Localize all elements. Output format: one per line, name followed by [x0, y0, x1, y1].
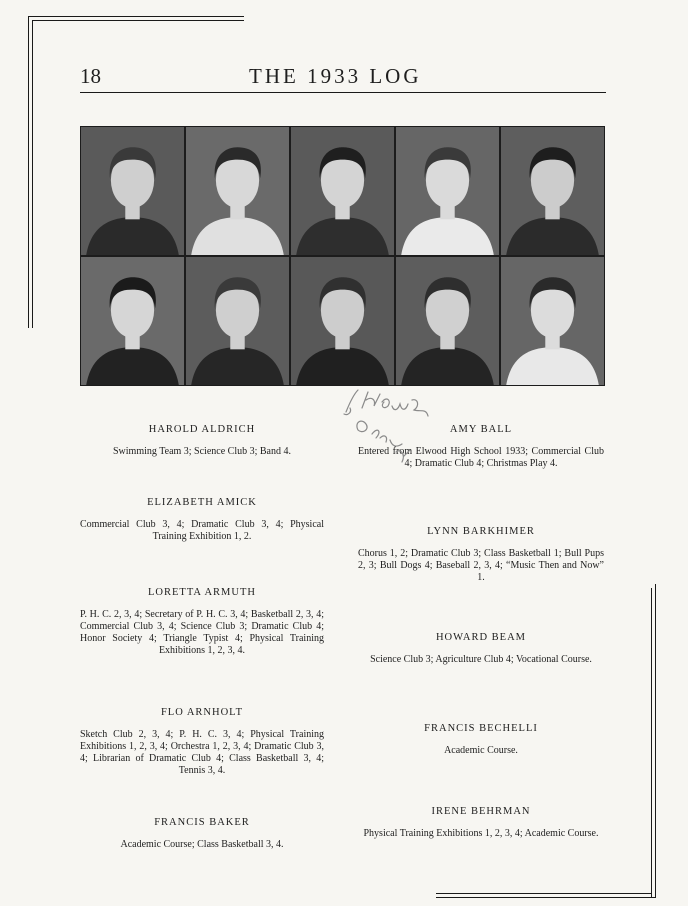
frame-left-rule: [28, 16, 29, 328]
senior-name: ELIZABETH AMICK: [147, 497, 257, 508]
portrait-photo: [186, 257, 289, 385]
senior-activities: Academic Course.: [444, 745, 518, 756]
portrait-figure: [396, 127, 499, 255]
senior-activities: Academic Course; Class Basketball 3, 4.: [120, 839, 284, 850]
senior-activities: Commercial Club 3, 4; Dramatic Club 3, 4; Physical Training Exhibition 1, 2.: [80, 519, 324, 542]
portrait-photo: [186, 127, 289, 255]
portrait-shoulders: [506, 347, 599, 385]
senior-name: LYNN BARKHIMER: [427, 526, 535, 537]
portrait-figure: [81, 127, 184, 255]
portrait-figure: [501, 257, 604, 385]
portrait-figure: [291, 127, 394, 255]
portrait-shoulders: [296, 217, 389, 255]
senior-name: AMY BALL: [449, 424, 513, 435]
senior-name: HOWARD BEAM: [435, 632, 527, 643]
senior-name: HAROLD ALDRICH: [148, 424, 256, 435]
frame-right-rule-inner: [655, 584, 656, 898]
senior-name: LORETTA ARMUTH: [148, 587, 256, 598]
portrait-shoulders: [296, 347, 389, 385]
senior-activities: Science Club 3; Agriculture Club 4; Vocational Course.: [370, 654, 592, 665]
portrait-photo: [501, 257, 604, 385]
portrait-grid: [80, 126, 605, 386]
frame-bottom-rule: [436, 893, 652, 894]
frame-top-rule-inner: [32, 20, 244, 21]
senior-activities: Chorus 1, 2; Dramatic Club 3; Class Basketball 1; Bull Pups 2, 3; Bull Dogs 4; Baseball 2, 3, 4; “Music Then and Now” 1.: [358, 548, 604, 583]
portrait-figure: [396, 257, 499, 385]
senior-activities: P. H. C. 2, 3, 4; Secretary of P. H. C. 3, 4; Basketball 2, 3, 4; Commercial Club 3, 4; Science Club 3; Dramatic Club 4; Honor Society 4; Triangle Typist 4; Physical Training Exhibitions 1, 2, 3, 4.: [80, 609, 324, 656]
handwritten-signature: [336, 382, 456, 482]
portrait-figure: [81, 257, 184, 385]
senior-name: IRENE BEHRMAN: [431, 806, 531, 817]
senior-entry: [358, 806, 604, 840]
frame-top-rule: [28, 16, 244, 17]
portrait-photo: [396, 127, 499, 255]
frame-left-rule-inner: [32, 20, 33, 328]
senior-activities: Entered from Elwood High School 1933; Commercial Club 4; Dramatic Club 4; Christmas Play 4.: [358, 446, 604, 469]
senior-activities: Swimming Team 3; Science Club 3; Band 4.: [113, 446, 291, 457]
portrait-shoulders: [86, 217, 179, 255]
senior-entry: [358, 526, 604, 584]
page-number: 18: [80, 64, 101, 88]
senior-entry: [358, 723, 604, 757]
page-title: THE 1933 LOG: [249, 64, 422, 88]
senior-name: FRANCIS BAKER: [154, 817, 250, 828]
frame-right-rule: [651, 588, 652, 898]
portrait-shoulders: [191, 347, 284, 385]
senior-activities: Physical Training Exhibitions 1, 2, 3, 4; Academic Course.: [363, 828, 599, 839]
portrait-figure: [291, 257, 394, 385]
senior-entry: [80, 817, 324, 851]
senior-entry: [80, 587, 324, 657]
portrait-shoulders: [86, 347, 179, 385]
portrait-photo: [291, 127, 394, 255]
portrait-photo: [81, 257, 184, 385]
portrait-photo: [501, 127, 604, 255]
portrait-photo: [291, 257, 394, 385]
senior-entry: [80, 707, 324, 777]
portrait-shoulders: [191, 217, 284, 255]
senior-activities: Sketch Club 2, 3, 4; P. H. C. 3, 4; Physical Training Exhibitions 1, 2, 3, 4; Orchestra 1, 2, 3, 4; Dramatic Club 3, 4; Librarian of Dramatic Club 4; Class Basketball 3, 4; Tennis 3, 4.: [80, 729, 324, 776]
header-rule: [80, 92, 606, 93]
portrait-shoulders: [401, 217, 494, 255]
portrait-figure: [186, 257, 289, 385]
senior-entry: [358, 632, 604, 666]
frame-bottom-rule-inner: [436, 897, 656, 898]
senior-entry: [80, 424, 324, 458]
portrait-photo: [81, 127, 184, 255]
portrait-shoulders: [506, 217, 599, 255]
portrait-shoulders: [401, 347, 494, 385]
portrait-figure: [186, 127, 289, 255]
portrait-figure: [501, 127, 604, 255]
senior-entry: [80, 497, 324, 543]
senior-name: FRANCIS BECHELLI: [424, 723, 538, 734]
senior-name: FLO ARNHOLT: [160, 707, 244, 718]
portrait-photo: [396, 257, 499, 385]
